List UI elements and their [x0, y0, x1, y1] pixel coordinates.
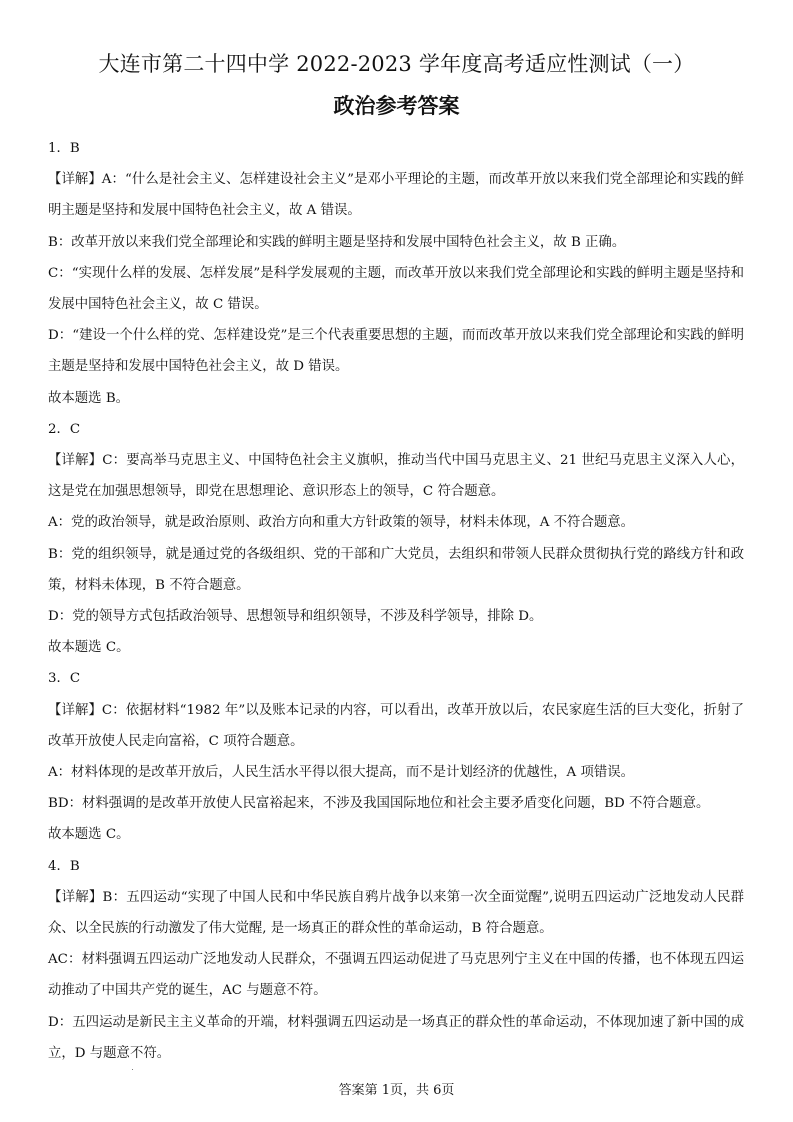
conclusion-line: 故本题选 C。 — [48, 640, 130, 656]
question-number: 4．B — [48, 858, 80, 874]
question-number: 3．C — [48, 671, 81, 687]
question-number: 2．C — [48, 421, 81, 437]
explanation-paragraph: 【详解】A：“什么是社会主义、怎样建设社会主义”是邓小平理论的主题，而改革开放以来我们党全部理论和实践的鲜明主题是坚持和发展中国特色社会主义，故 A 错误。 — [48, 172, 744, 219]
explanation-paragraph: A：材料体现的是改革开放后，人民生活水平得以很大提高，而不是计划经济的优越性，A 项错误。 — [48, 765, 635, 781]
conclusion-line: 故本题选 C。 — [48, 827, 130, 843]
answer-body — [48, 133, 744, 1069]
page-footer: 答案第 1页，共 6页 — [338, 1083, 455, 1098]
explanation-paragraph: 【详解】C：依据材料“1982 年”以及账本记录的内容，可以看出，改革开放以后，农民家庭生活的巨大变化，折射了改革开放使人民走向富裕，C 项符合题意。 — [48, 702, 744, 749]
explanation-paragraph: 【详解】C：要高举马克思主义、中国特色社会主义旗帜，推动当代中国马克思主义、21 世纪马克思主义深入人心，这是党在加强思想领导，即党在思想理论、意识形态上的领导，C 符合题意。 — [48, 453, 744, 500]
question-number: 1．B — [48, 141, 80, 156]
explanation-paragraph: 【详解】B：五四运动“实现了中国人民和中华民族自鸦片战争以来第一次全面觉醒”,说明五四运动广泛地发动人民群众、以全民族的行动激发了伟大觉醒, 是一场真正的群众性的革命运动，B 符合题意。 — [48, 889, 744, 937]
page-subtitle: 政治参考答案 — [333, 93, 460, 118]
scan-speck — [132, 1069, 133, 1070]
explanation-paragraph: D：五四运动是新民主主义革命的开端，材料强调五四运动是一场真正的群众性的革命运动，不体现加速了新中国的成立，D 与题意不符。 — [48, 1014, 744, 1061]
explanation-paragraph: B：改革开放以来我们党全部理论和实践的鲜明主题是坚持和发展中国特色社会主义，故 B 正确。 — [48, 234, 626, 250]
explanation-paragraph: D：“建设一个什么样的党、怎样建设党”是三个代表重要思想的主题，而而改革开放以来我们党全部理论和实践的鲜明主题是坚持和发展中国特色社会主义，故 D 错误。 — [48, 328, 744, 375]
conclusion-line: 故本题选 B。 — [48, 390, 130, 406]
explanation-paragraph: BD：材料强调的是改革开放使人民富裕起来，不涉及我国国际地位和社会主要矛盾变化问题，BD 不符合题意。 — [48, 796, 710, 812]
explanation-paragraph: C：“实现什么样的发展、怎样发展”是科学发展观的主题，而改革开放以来我们党全部理论和实践的鲜明主题是坚持和发展中国特色社会主义，故 C 错误。 — [48, 265, 744, 313]
explanation-paragraph: B：党的组织领导，就是通过党的各级组织、党的干部和广大党员，去组织和带领人民群众贯彻执行党的路线方针和政策，材料未体现，B 不符合题意。 — [48, 546, 744, 593]
explanation-paragraph: AC：材料强调五四运动广泛地发动人民群众，不强调五四运动促进了马克思列宁主义在中国的传播，也不体现五四运动推动了中国共产党的诞生，AC 与题意不符。 — [48, 952, 744, 999]
explanation-paragraph: A：党的政治领导，就是政治原则、政治方向和重大方针政策的领导，材料未体现，A 不符合题意。 — [48, 515, 635, 531]
page-title: 大连市第二十四中学 2022-2023 学年度高考适应性测试（一） — [98, 52, 695, 76]
explanation-paragraph: D：党的领导方式包括政治领导、思想领导和组织领导，不涉及科学领导，排除 D。 — [48, 609, 543, 625]
